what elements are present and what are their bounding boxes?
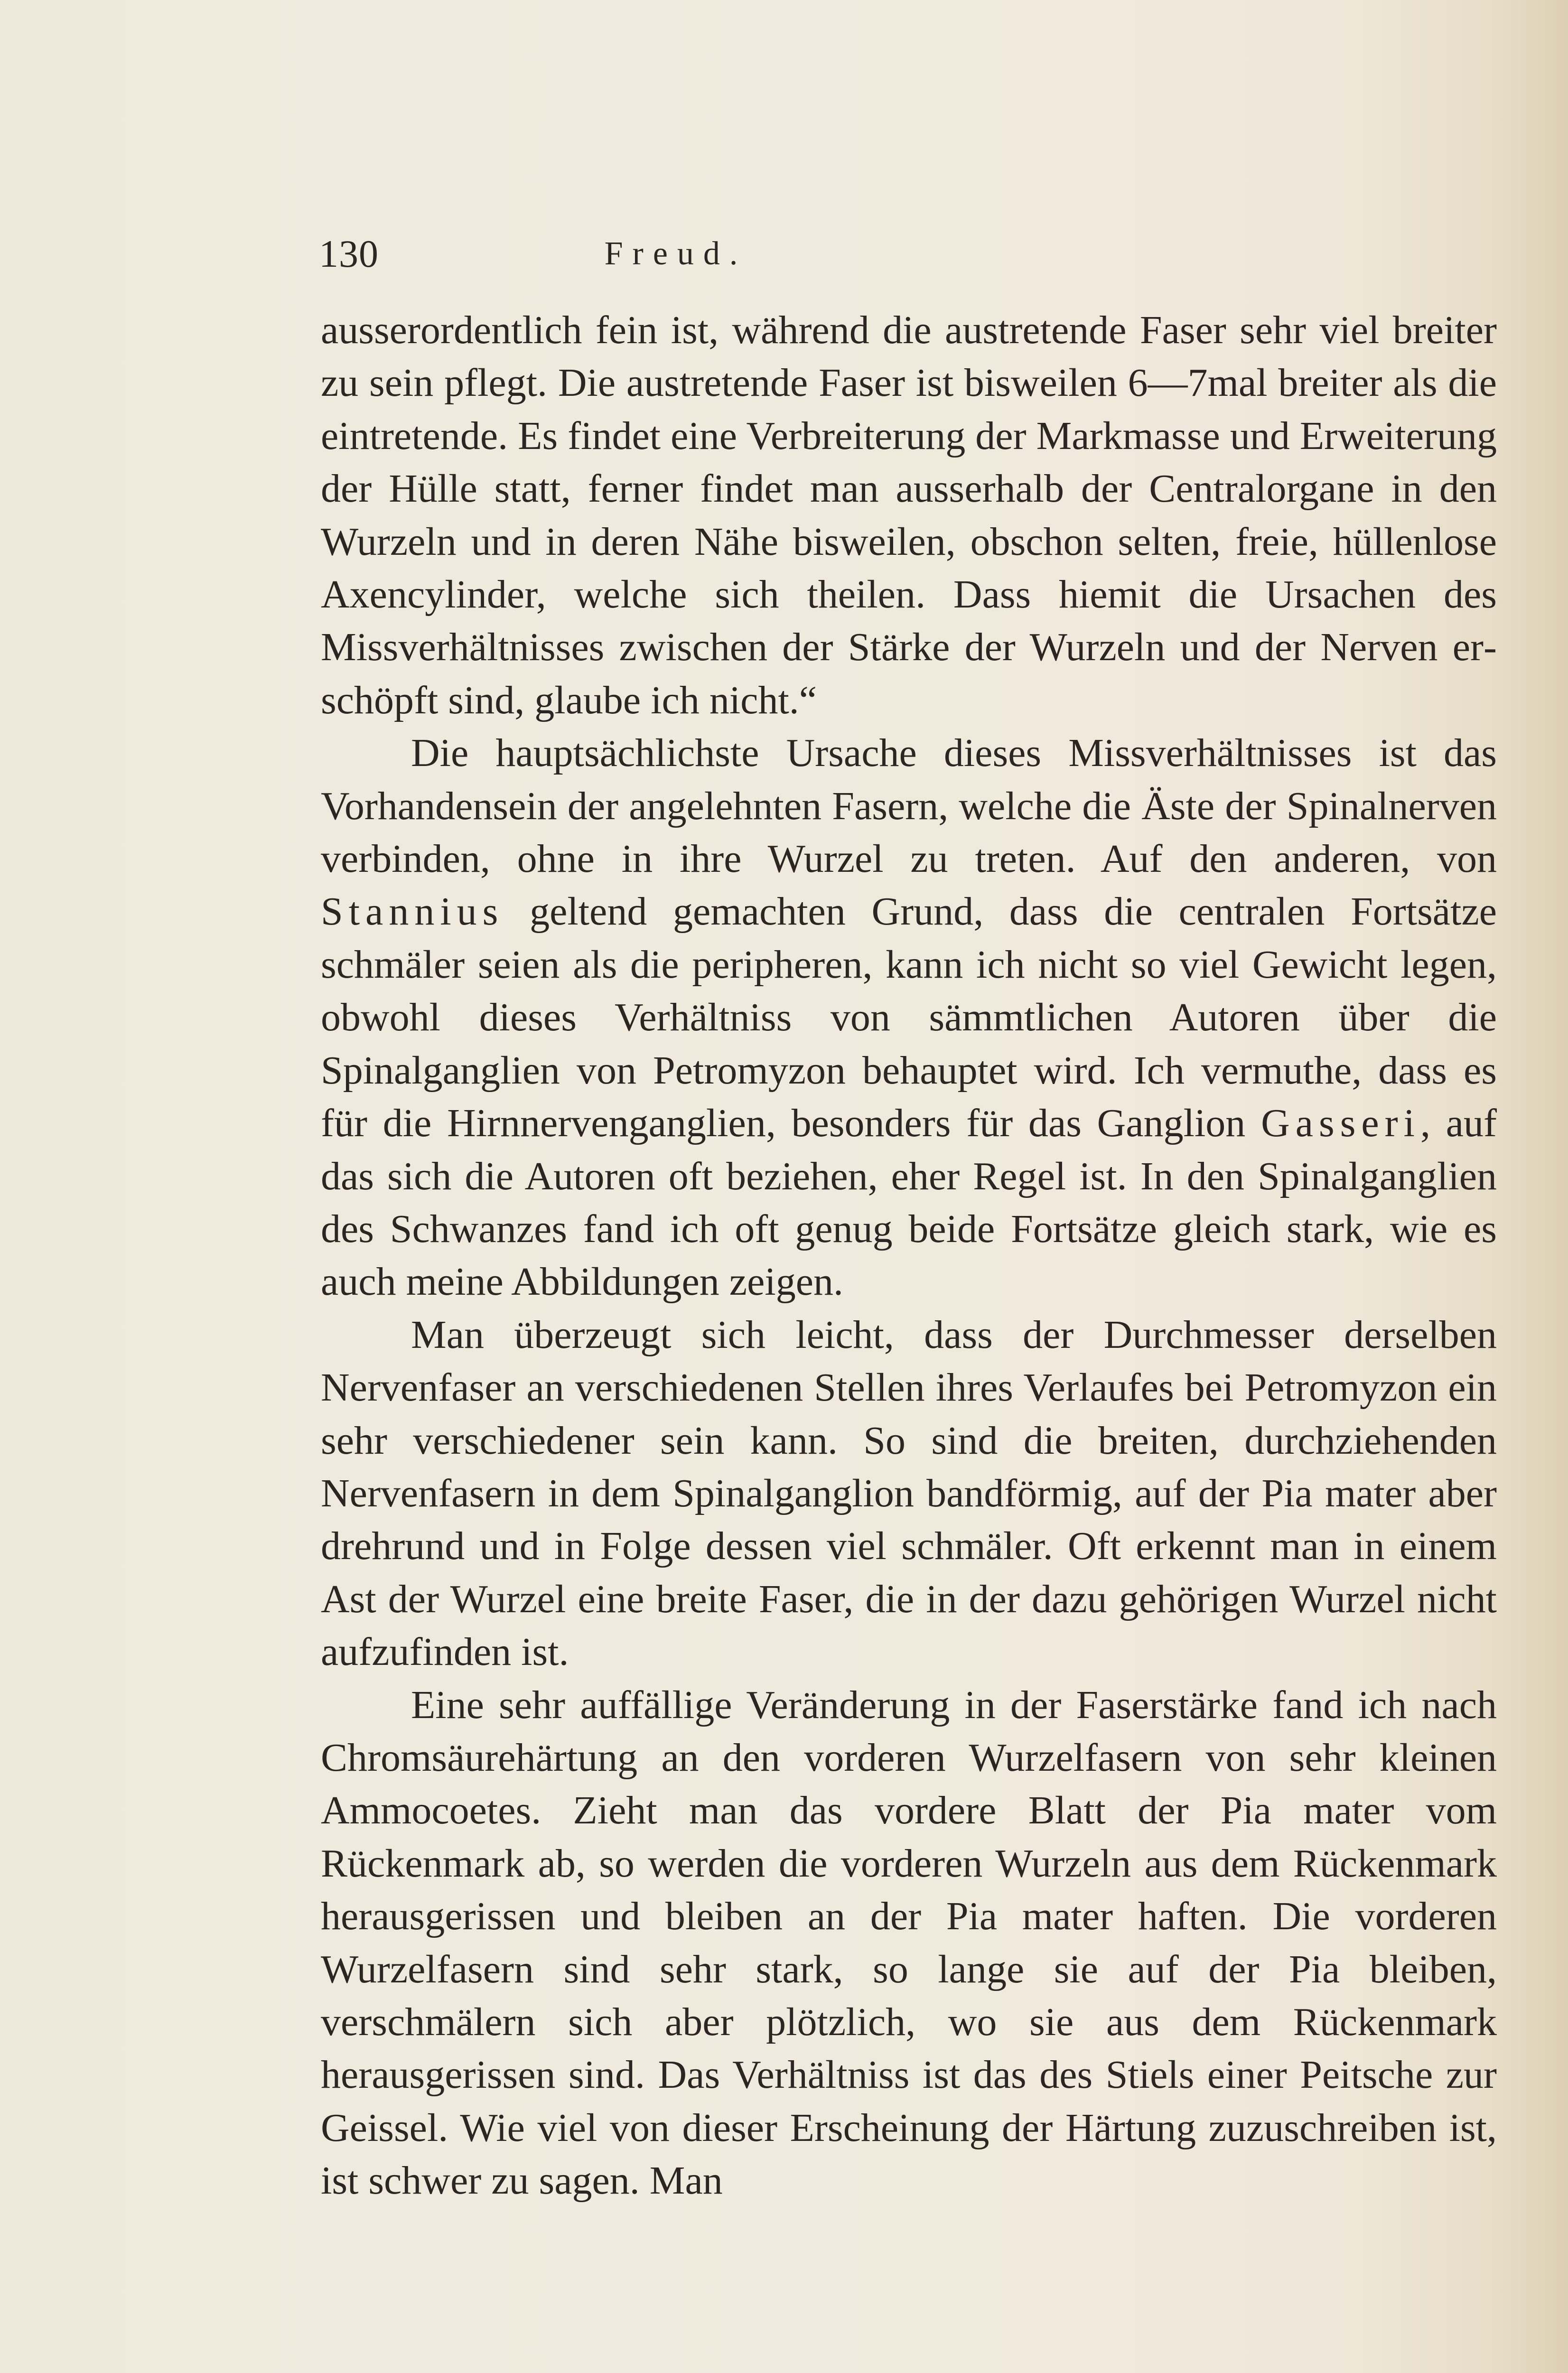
running-head: Freud. <box>604 235 747 272</box>
paragraph-3-text: Man überzeugt sich leicht, dass der Durchmesser derselben Nervenfaser an verschiedenen Stellen ihres Verlaufes bei Petromyzon ein sehr verschiedener sein kann. So sind die breiten, durchziehenden Nervenfasern in dem Spinalganglion bandförmig, auf der Pia mater aber drehrund und in Folge dessen viel schmäler. Oft erkennt man in einem Ast der Wurzel eine breite Faser, die in der dazu gehörigen Wurzel nicht aufzufinden ist. <box>321 1312 1497 1674</box>
ganglion-name-gasseri: Gasseri <box>1261 1101 1420 1146</box>
paragraph-4-text: Eine sehr auffällige Veränderung in der Faserstärke fand ich nach Chromsäurehärtung an den vorderen Wurzelfasern von sehr kleinen Ammocoetes. Zieht man das vordere Blatt der Pia mater vom Rückenmark ab, so werden die vorderen Wurzeln aus dem Rückenmark herausgerissen und bleiben an der Pia mater haften. Die vorderen Wurzelfasern sind sehr stark, so lange sie auf der Pia bleiben, verschmälern sich aber plötzlich, wo sie aus dem Rückenmark herausgerissen sind. Das Verhältniss ist das des Stiels einer Peitsche zur Geissel. Wie viel von dieser Erscheinung der Härtung zuzuschreiben ist, ist schwer zu sagen. Man <box>321 1682 1497 2203</box>
author-name-stannius: Stannius <box>321 889 504 934</box>
page-number: 130 <box>319 232 379 275</box>
paragraph-1-text: ausserordentlich fein ist, während die austretende Faser sehr viel breiter zu sein pflegt. Die austretende Faser ist bisweilen 6—7mal breiter als die eintretende. Es findet eine Verbreiterung der Markmasse und Erweiterung der Hülle statt, ferner findet man ausserhalb der Centralorgane in den Wurzeln und in deren Nähe bisweilen, obschon selten, freie, hüllenlose Axencylinder, welche sich theilen. Dass hiemit die Ursachen des Missverhältnisses zwischen der Stärke der Wurzeln und der Nerven erschöpft sind, glaube ich nicht.“ <box>321 308 1497 722</box>
paragraph-1 <box>321 304 1497 727</box>
paragraph-3 <box>321 1308 1497 1679</box>
page-header <box>319 228 1023 280</box>
paragraph-2-text-b: geltend gemachten Grund, dass die centralen Fortsätze schmäler seien als die peripheren, kann ich nicht so viel Gewicht legen, obwohl dieses Verhältniss von sämmtlichen Autoren über die Spinalganglien von Petromyzon behauptet wird. Ich vermuthe, dass es für die Hirnnervenganglien, besonders für das Ganglion <box>321 889 1497 1146</box>
paragraph-2-text-a: Die hauptsächlichste Ursache dieses Missverhältnisses ist das Vorhandensein der angelehnten Fasern, welche die Äste der Spinalnerven verbinden, ohne in ihre Wurzel zu treten. Auf den anderen, von <box>321 731 1497 881</box>
paragraph-2-text-c: , auf das sich die Autoren oft beziehen, eher Regel ist. In den Spinalganglien des Schwanzes fand ich oft genug beide Fortsätze gleich stark, wie es auch meine Abbildungen zeigen. <box>321 1101 1497 1304</box>
paragraph-4 <box>321 1679 1497 2207</box>
paragraph-2 <box>321 727 1497 1308</box>
body-text <box>321 304 1497 2207</box>
